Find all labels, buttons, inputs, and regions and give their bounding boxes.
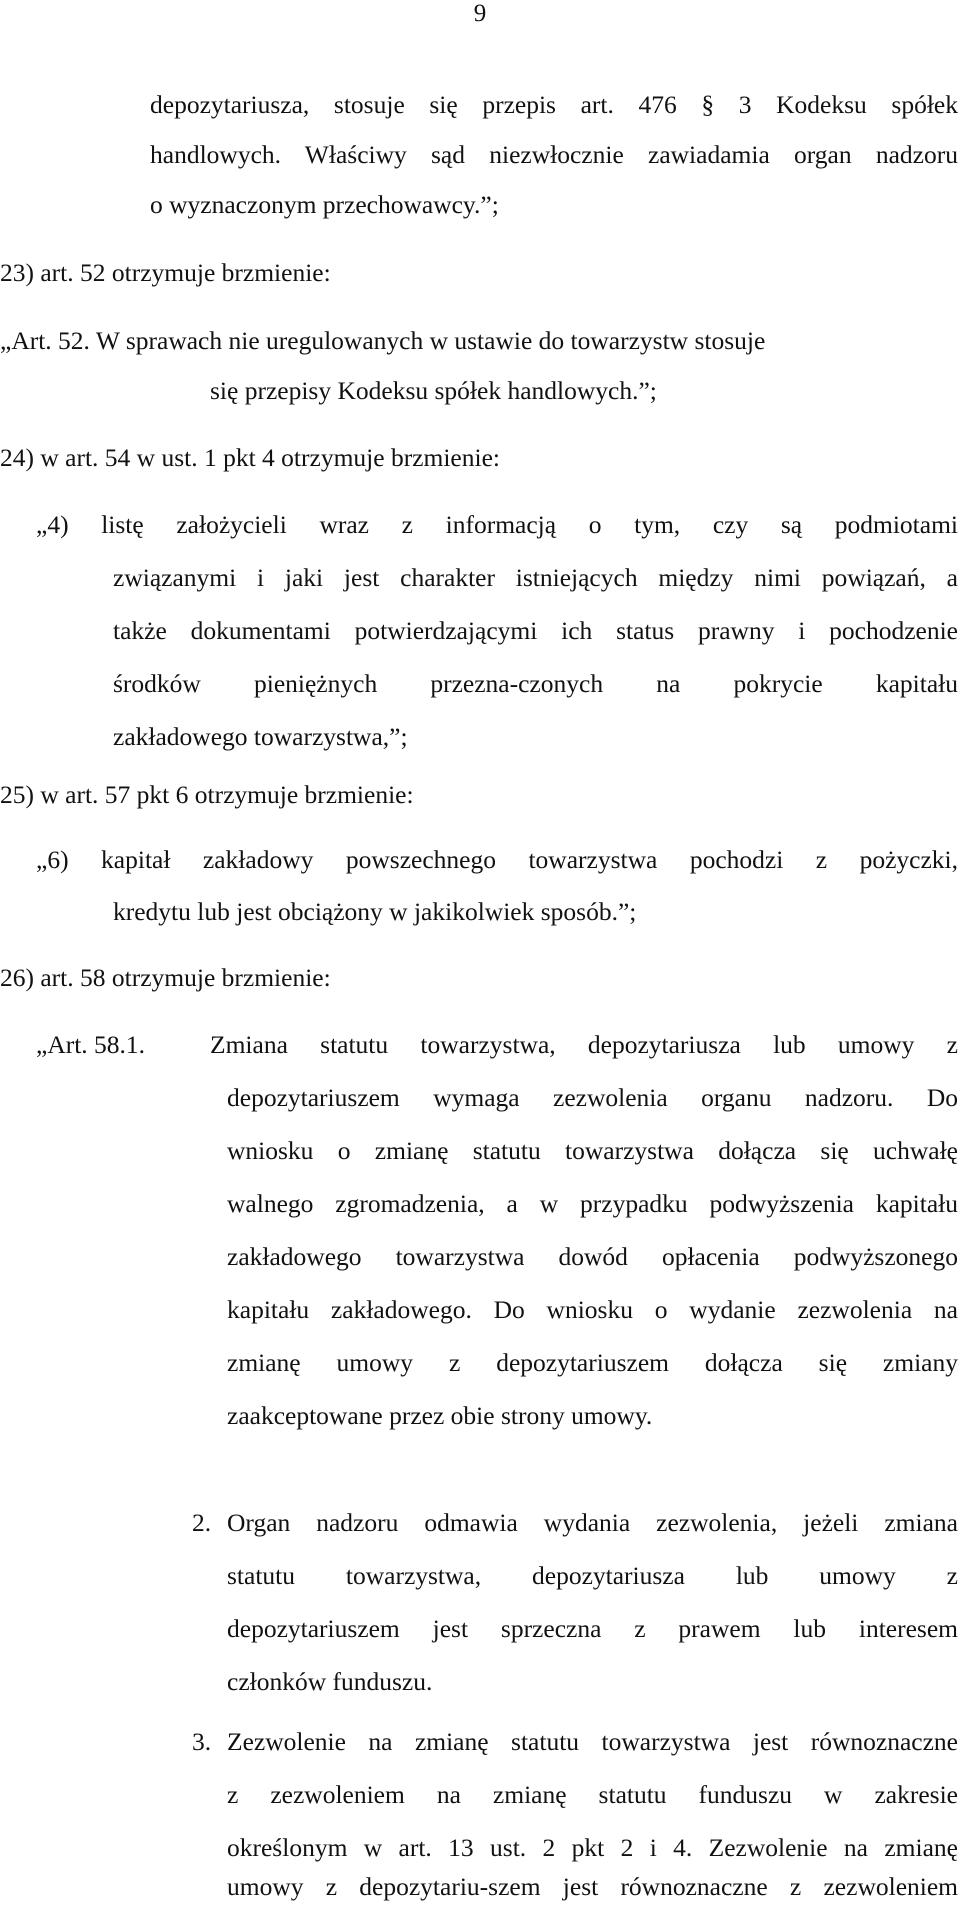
text-line: zakładowego towarzystwa,”; bbox=[113, 722, 408, 751]
text-line: umowy z depozytariu-szem jest równoznaczne z zezwoleniem bbox=[227, 1872, 958, 1901]
page-number: 9 bbox=[473, 0, 487, 27]
list-item-26: 26) art. 58 otrzymuje brzmienie: bbox=[0, 963, 331, 992]
text-line: „6) kapitał zakładowy powszechnego towarzystwa pochodzi z pożyczki, bbox=[36, 845, 958, 874]
text-line: zmianę umowy z depozytariuszem dołącza się zmiany bbox=[227, 1348, 958, 1377]
text-line: środków pieniężnych przezna-czonych na pokrycie kapitału bbox=[113, 669, 958, 698]
text-line: zaakceptowane przez obie strony umowy. bbox=[227, 1401, 653, 1430]
text-line: Organ nadzoru odmawia wydania zezwolenia, jeżeli zmiana bbox=[227, 1508, 958, 1537]
text-line: się przepisy Kodeksu spółek handlowych.”; bbox=[210, 376, 657, 405]
section-number-2: 2. bbox=[192, 1508, 212, 1537]
text-line: z zezwoleniem na zmianę statutu funduszu w zakresie bbox=[227, 1780, 958, 1809]
text-line: Zezwolenie na zmianę statutu towarzystwa jest równoznaczne bbox=[227, 1727, 958, 1756]
text-line: zakładowego towarzystwa dowód opłacenia podwyższonego bbox=[227, 1242, 958, 1271]
article-heading: „Art. 58.1. bbox=[36, 1030, 146, 1059]
text-line: określonym w art. 13 ust. 2 pkt 2 i 4. Zezwolenie na zmianę bbox=[227, 1833, 958, 1862]
section-number-3: 3. bbox=[192, 1727, 212, 1756]
text-line: „4) listę założycieli wraz z informacją o tym, czy są podmiotami bbox=[36, 510, 958, 539]
text-line: „Art. 52. W sprawach nie uregulowanych w ustawie do towarzystw stosuje bbox=[0, 326, 766, 355]
list-item-24: 24) w art. 54 w ust. 1 pkt 4 otrzymuje brzmienie: bbox=[0, 443, 500, 472]
text-line: kredytu lub jest obciążony w jakikolwiek sposób.”; bbox=[113, 897, 637, 926]
text-line: wniosku o zmianę statutu towarzystwa dołącza się uchwałę bbox=[227, 1136, 958, 1165]
text-line: Zmiana statutu towarzystwa, depozytariusza lub umowy z bbox=[210, 1030, 958, 1059]
text-line: związanymi i jaki jest charakter istniejących między nimi powiązań, a bbox=[113, 563, 958, 592]
text-line: depozytariuszem jest sprzeczna z prawem lub interesem bbox=[227, 1614, 958, 1643]
text-line: także dokumentami potwierdzającymi ich status prawny i pochodzenie bbox=[113, 616, 958, 645]
text-line: kapitału zakładowego. Do wniosku o wydanie zezwolenia na bbox=[227, 1295, 958, 1324]
list-item-25: 25) w art. 57 pkt 6 otrzymuje brzmienie: bbox=[0, 780, 414, 809]
text-line: handlowych. Właściwy sąd niezwłocznie zawiadamia organ nadzoru bbox=[150, 140, 958, 169]
text-line: członków funduszu. bbox=[227, 1667, 433, 1696]
text-line: o wyznaczonym przechowawcy.”; bbox=[150, 190, 499, 219]
text-line: depozytariusza, stosuje się przepis art. 476 § 3 Kodeksu spółek bbox=[150, 90, 958, 119]
text-line: depozytariuszem wymaga zezwolenia organu nadzoru. Do bbox=[227, 1083, 958, 1112]
list-item-23: 23) art. 52 otrzymuje brzmienie: bbox=[0, 258, 331, 287]
text-line: walnego zgromadzenia, a w przypadku podwyższenia kapitału bbox=[227, 1189, 958, 1218]
text-line: statutu towarzystwa, depozytariusza lub umowy z bbox=[227, 1561, 958, 1590]
